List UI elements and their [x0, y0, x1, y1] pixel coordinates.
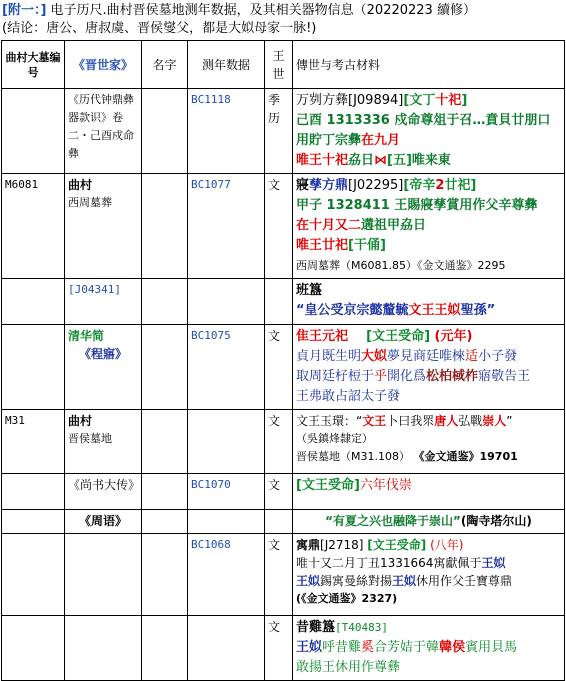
- table-row: [2, 89, 565, 174]
- tomb-cell: [2, 325, 65, 410]
- material-line: 晋侯墓地（M31.108） 《金文通鉴》19701: [296, 450, 518, 463]
- name-cell: [142, 89, 188, 174]
- material-line: 寢孳方鼎[J02295][帝辛2廿祀]: [296, 178, 477, 193]
- source-cell: 《历代钟鼎彝器款识》卷二・己酉戍命彝: [65, 89, 142, 174]
- reign-cell: 文: [265, 410, 293, 474]
- reign-cell: 文: [265, 534, 293, 616]
- materials-cell: [293, 410, 565, 474]
- page-header: [2, 2, 476, 19]
- material-line: 唯王十祀劦日⋈[五]唯来東: [296, 153, 451, 168]
- source-cell: 《周语》: [65, 510, 142, 534]
- material-line: 唯王廿祀[干俑]: [296, 238, 386, 253]
- table-row: [2, 534, 565, 616]
- name-cell: [142, 174, 188, 279]
- dating-cell: [188, 510, 265, 534]
- materials-cell: [293, 325, 565, 410]
- dating-cell: [188, 410, 265, 474]
- materials-cell: “有夏之兴也融降于崇山”(陶寺塔尔山): [293, 510, 565, 534]
- table-row: [2, 616, 565, 681]
- table-row: [2, 174, 565, 279]
- source-cell: [65, 616, 142, 681]
- dating-cell: [188, 279, 265, 325]
- material-line: 甲子 1328411 王賜寢孳賞用作父辛尊彝: [296, 198, 538, 213]
- tomb-cell: [2, 89, 65, 174]
- source-cell: 曲村 西周墓葬: [65, 174, 142, 279]
- material-line: (《金文通鉴》2327): [296, 592, 398, 605]
- source-cell: 曲村 晋侯墓地: [65, 410, 142, 474]
- source-cell: [65, 534, 142, 616]
- tomb-cell: M6081: [2, 174, 65, 279]
- source-cell: 《尚书大传》: [65, 474, 142, 510]
- name-cell: [142, 616, 188, 681]
- reign-cell: 文: [265, 474, 293, 510]
- table-row: [2, 410, 565, 474]
- dating-cell: BC1075: [188, 325, 265, 410]
- material-line: 唯十又二月丁丑1331664寓獻佩于王姒: [296, 556, 506, 570]
- col-header-reign: 王世: [265, 41, 293, 89]
- reign-cell: 季历: [265, 89, 293, 174]
- dating-cell: BC1070: [188, 474, 265, 510]
- appendix-tag: [附一：]: [2, 3, 47, 18]
- tomb-cell: [2, 616, 65, 681]
- material-line: 取周廷杍梪于乎開化爲松柏棫柞寤敬告王: [296, 369, 531, 384]
- material-line: 貞月既生明大姒夢見商廷唯棶适小子發: [296, 349, 518, 364]
- material-line: 万刿方彝[J09894][文丁十祀]: [296, 93, 468, 108]
- material-line: 隹王元祀 [文王受命] (元年): [296, 329, 473, 344]
- material-line: 西周墓葬（M6081.85）《金文通鉴》2295: [296, 259, 506, 272]
- name-cell: [142, 279, 188, 325]
- table-row: [2, 510, 565, 534]
- material-line: 王姒錫寓曼絲對揚王姒休用作父壬寶尊鼎: [296, 574, 513, 588]
- page-title: 电子历尺.曲村晋侯墓地测年数据，及其相关器物信息（20220223 續修）: [50, 3, 476, 18]
- material-line: 昔雞簋[T40483]: [296, 620, 388, 635]
- name-cell: [142, 510, 188, 534]
- materials-cell: [293, 616, 565, 681]
- reign-cell: 文: [265, 616, 293, 681]
- materials-cell: [293, 534, 565, 616]
- materials-cell: [293, 174, 565, 279]
- dating-cell: BC1068: [188, 534, 265, 616]
- materials-cell: [293, 474, 565, 510]
- dating-cell: BC1077: [188, 174, 265, 279]
- material-line: 王姒呼昔雞奚合芳姞于韓韓侯賓用貝馬: [296, 640, 518, 655]
- material-line: 文王玉環：“文王卜曰我眔唐人弘戰崇人”: [296, 414, 513, 428]
- materials-cell: [293, 89, 565, 174]
- material-line: 王弗敢占詔太子發: [296, 389, 401, 404]
- tomb-cell: M31: [2, 410, 65, 474]
- materials-cell: [293, 279, 565, 325]
- table-row: [2, 279, 565, 325]
- source-cell: 清华简 《程寤》: [65, 325, 142, 410]
- table-row: [2, 325, 565, 410]
- material-line: “皇公受京宗懿釐毓文王王姒聖孫”: [296, 303, 496, 318]
- material-line: [文王受命]六年伐崇: [296, 478, 412, 493]
- material-line: 己酉 1313336 戍命尊俎于召…賁貝廿朋口用貯丁宗彝在九月: [296, 113, 551, 148]
- material-line: 在十月又二遘祖甲劦日: [296, 218, 427, 233]
- tomb-cell: [2, 510, 65, 534]
- col-header-dating: 测年数据: [188, 41, 265, 89]
- tomb-cell: [2, 279, 65, 325]
- table-header-row: [2, 41, 565, 89]
- table-row: [2, 474, 565, 510]
- data-table: [1, 40, 565, 681]
- name-cell: [142, 474, 188, 510]
- reign-cell: 文: [265, 174, 293, 279]
- reign-cell: 文: [265, 325, 293, 410]
- reign-cell: [265, 510, 293, 534]
- name-cell: [142, 534, 188, 616]
- col-header-name: 名字: [142, 41, 188, 89]
- col-header-shijia: 《晋世家》: [65, 41, 142, 89]
- tomb-cell: [2, 534, 65, 616]
- tomb-cell: [2, 474, 65, 510]
- material-line: （吳鎮烽隸定）: [296, 432, 373, 445]
- dating-cell: [188, 616, 265, 681]
- col-header-tomb: 曲村大墓编号: [2, 41, 65, 89]
- material-line: 敢揚王休用作尊彝: [296, 660, 401, 675]
- source-cell: [J04341]: [65, 279, 142, 325]
- name-cell: [142, 325, 188, 410]
- col-header-materials: 傳世与考古材料: [293, 41, 565, 89]
- reign-cell: [265, 279, 293, 325]
- conclusion-line: (结论：唐公、唐叔虞、晋侯燮父，都是大姒母家一脉!): [2, 21, 317, 36]
- material-line: 寓鼎[J2718] [文王受命] (八年): [296, 538, 464, 552]
- name-cell: [142, 410, 188, 474]
- material-line: 班簋: [296, 283, 323, 298]
- dating-cell: BC1118: [188, 89, 265, 174]
